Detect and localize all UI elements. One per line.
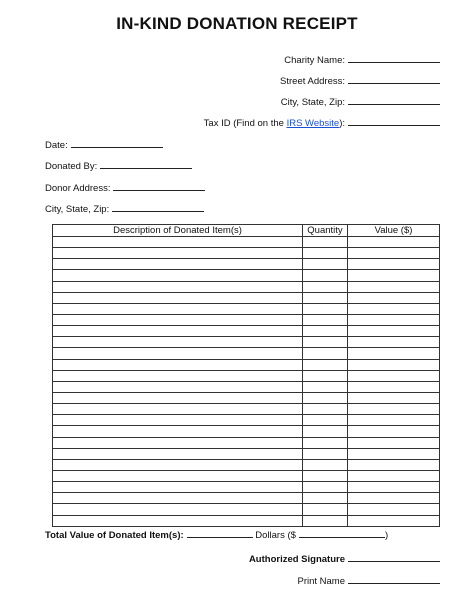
table-row [53, 326, 440, 337]
charity-name-field[interactable] [284, 52, 440, 66]
table-header-row [53, 225, 440, 237]
table-body [53, 237, 440, 527]
description-cell[interactable] [53, 437, 303, 448]
quantity-cell[interactable] [303, 292, 348, 303]
authorized-signature-field[interactable] [249, 551, 440, 565]
charity-name-line[interactable] [348, 52, 440, 63]
value-cell[interactable] [348, 270, 440, 281]
column-header-description: Description of Donated Item(s) [53, 225, 303, 237]
description-cell[interactable] [53, 270, 303, 281]
value-cell[interactable] [348, 482, 440, 493]
quantity-cell[interactable] [303, 314, 348, 325]
description-cell[interactable] [53, 370, 303, 381]
quantity-cell[interactable] [303, 504, 348, 515]
description-cell[interactable] [53, 314, 303, 325]
value-cell[interactable] [348, 437, 440, 448]
date-line[interactable] [71, 137, 163, 148]
street-address-label: Street Address: [280, 76, 345, 87]
table-row [53, 348, 440, 359]
table-row [53, 259, 440, 270]
table-row [53, 392, 440, 403]
value-cell[interactable] [348, 415, 440, 426]
donated-by-label: Donated By: [45, 161, 98, 172]
description-cell[interactable] [53, 448, 303, 459]
column-header-quantity: Quantity [303, 225, 348, 237]
value-cell[interactable] [348, 392, 440, 403]
quantity-cell[interactable] [303, 493, 348, 504]
irs-website-link[interactable]: IRS Website [286, 118, 340, 129]
table-row [53, 359, 440, 370]
quantity-cell[interactable] [303, 348, 348, 359]
value-cell[interactable] [348, 426, 440, 437]
table-row [53, 426, 440, 437]
tax-id-label-prefix: Tax ID (Find on the [203, 118, 287, 129]
table-row [53, 381, 440, 392]
tax-id-label-suffix: ): [339, 118, 345, 129]
value-cell[interactable] [348, 314, 440, 325]
description-cell[interactable] [53, 482, 303, 493]
donor-address-line[interactable] [113, 180, 205, 191]
authorized-signature-label: Authorized Signature [248, 554, 345, 565]
dollars-line[interactable] [299, 527, 385, 538]
charity-city-field[interactable] [281, 94, 440, 108]
total-value-field[interactable] [45, 527, 388, 541]
description-cell[interactable] [53, 381, 303, 392]
donated-by-line[interactable] [100, 158, 192, 169]
table-row [53, 314, 440, 325]
print-name-label: Print Name [297, 576, 345, 587]
table-row [53, 270, 440, 281]
description-cell[interactable] [53, 426, 303, 437]
quantity-cell[interactable] [303, 326, 348, 337]
street-address-field[interactable] [280, 73, 440, 87]
quantity-cell[interactable] [303, 515, 348, 526]
table-row [53, 515, 440, 526]
quantity-cell[interactable] [303, 426, 348, 437]
table-row [53, 448, 440, 459]
table-row [53, 404, 440, 415]
description-cell[interactable] [53, 292, 303, 303]
column-header-value: Value ($) [348, 225, 440, 237]
description-cell[interactable] [53, 470, 303, 481]
charity-city-label: City, State, Zip: [280, 97, 345, 108]
print-name-line[interactable] [348, 573, 440, 584]
value-cell[interactable] [348, 459, 440, 470]
quantity-cell[interactable] [303, 259, 348, 270]
value-cell[interactable] [348, 381, 440, 392]
dollars-close: ) [384, 530, 389, 541]
donated-by-field[interactable] [45, 158, 192, 172]
quantity-cell[interactable] [303, 404, 348, 415]
value-cell[interactable] [348, 281, 440, 292]
donated-items-table [52, 224, 440, 527]
description-cell[interactable] [53, 248, 303, 259]
quantity-cell[interactable] [303, 370, 348, 381]
total-value-line[interactable] [187, 527, 253, 538]
description-cell[interactable] [53, 259, 303, 270]
description-cell[interactable] [53, 392, 303, 403]
value-cell[interactable] [348, 248, 440, 259]
donor-city-field[interactable] [45, 201, 204, 215]
quantity-cell[interactable] [303, 448, 348, 459]
description-cell[interactable] [53, 237, 303, 248]
table-row [53, 292, 440, 303]
charity-city-line[interactable] [348, 94, 440, 105]
value-cell[interactable] [348, 470, 440, 481]
description-cell[interactable] [53, 303, 303, 314]
charity-name-label: Charity Name: [284, 55, 345, 66]
donor-address-label: Donor Address: [45, 183, 111, 194]
quantity-cell[interactable] [303, 303, 348, 314]
quantity-cell[interactable] [303, 482, 348, 493]
value-cell[interactable] [348, 303, 440, 314]
table-row [53, 437, 440, 448]
description-cell[interactable] [53, 504, 303, 515]
quantity-cell[interactable] [303, 237, 348, 248]
tax-id-field[interactable] [204, 115, 440, 129]
authorized-signature-line[interactable] [348, 551, 440, 562]
quantity-cell[interactable] [303, 337, 348, 348]
description-cell[interactable] [53, 281, 303, 292]
dollars-label: Dollars ($ [255, 530, 296, 541]
description-cell[interactable] [53, 326, 303, 337]
date-label: Date: [45, 140, 68, 151]
value-cell[interactable] [348, 404, 440, 415]
table-row [53, 237, 440, 248]
quantity-cell[interactable] [303, 270, 348, 281]
table-row [53, 415, 440, 426]
tax-id-line[interactable] [348, 115, 440, 126]
donor-city-line[interactable] [112, 201, 204, 212]
table-row [53, 504, 440, 515]
quantity-cell[interactable] [303, 381, 348, 392]
description-cell[interactable] [53, 493, 303, 504]
value-cell[interactable] [348, 337, 440, 348]
quantity-cell[interactable] [303, 248, 348, 259]
table-row [53, 248, 440, 259]
value-cell[interactable] [348, 515, 440, 526]
street-address-line[interactable] [348, 73, 440, 84]
value-cell[interactable] [348, 237, 440, 248]
page-title: IN-KIND DONATION RECEIPT [116, 14, 358, 33]
quantity-cell[interactable] [303, 281, 348, 292]
value-cell[interactable] [348, 493, 440, 504]
date-field[interactable] [45, 137, 163, 151]
quantity-cell[interactable] [303, 470, 348, 481]
donor-address-field[interactable] [45, 180, 205, 194]
table-row [53, 281, 440, 292]
total-value-label: Total Value of Donated Item(s): [45, 530, 184, 541]
value-cell[interactable] [348, 326, 440, 337]
description-cell[interactable] [53, 415, 303, 426]
description-cell[interactable] [53, 348, 303, 359]
value-cell[interactable] [348, 370, 440, 381]
table-row [53, 337, 440, 348]
value-cell[interactable] [348, 348, 440, 359]
description-cell[interactable] [53, 459, 303, 470]
value-cell[interactable] [348, 448, 440, 459]
value-cell[interactable] [348, 259, 440, 270]
quantity-cell[interactable] [303, 392, 348, 403]
description-cell[interactable] [53, 337, 303, 348]
table-row [53, 470, 440, 481]
quantity-cell[interactable] [303, 459, 348, 470]
print-name-field[interactable] [297, 573, 440, 587]
quantity-cell[interactable] [303, 437, 348, 448]
table-row [53, 493, 440, 504]
value-cell[interactable] [348, 359, 440, 370]
value-cell[interactable] [348, 292, 440, 303]
table-row [53, 303, 440, 314]
table-row [53, 459, 440, 470]
description-cell[interactable] [53, 404, 303, 415]
description-cell[interactable] [53, 359, 303, 370]
description-cell[interactable] [53, 515, 303, 526]
table-row [53, 482, 440, 493]
quantity-cell[interactable] [303, 415, 348, 426]
value-cell[interactable] [348, 504, 440, 515]
table-row [53, 370, 440, 381]
donor-city-label: City, State, Zip: [45, 204, 110, 215]
quantity-cell[interactable] [303, 359, 348, 370]
